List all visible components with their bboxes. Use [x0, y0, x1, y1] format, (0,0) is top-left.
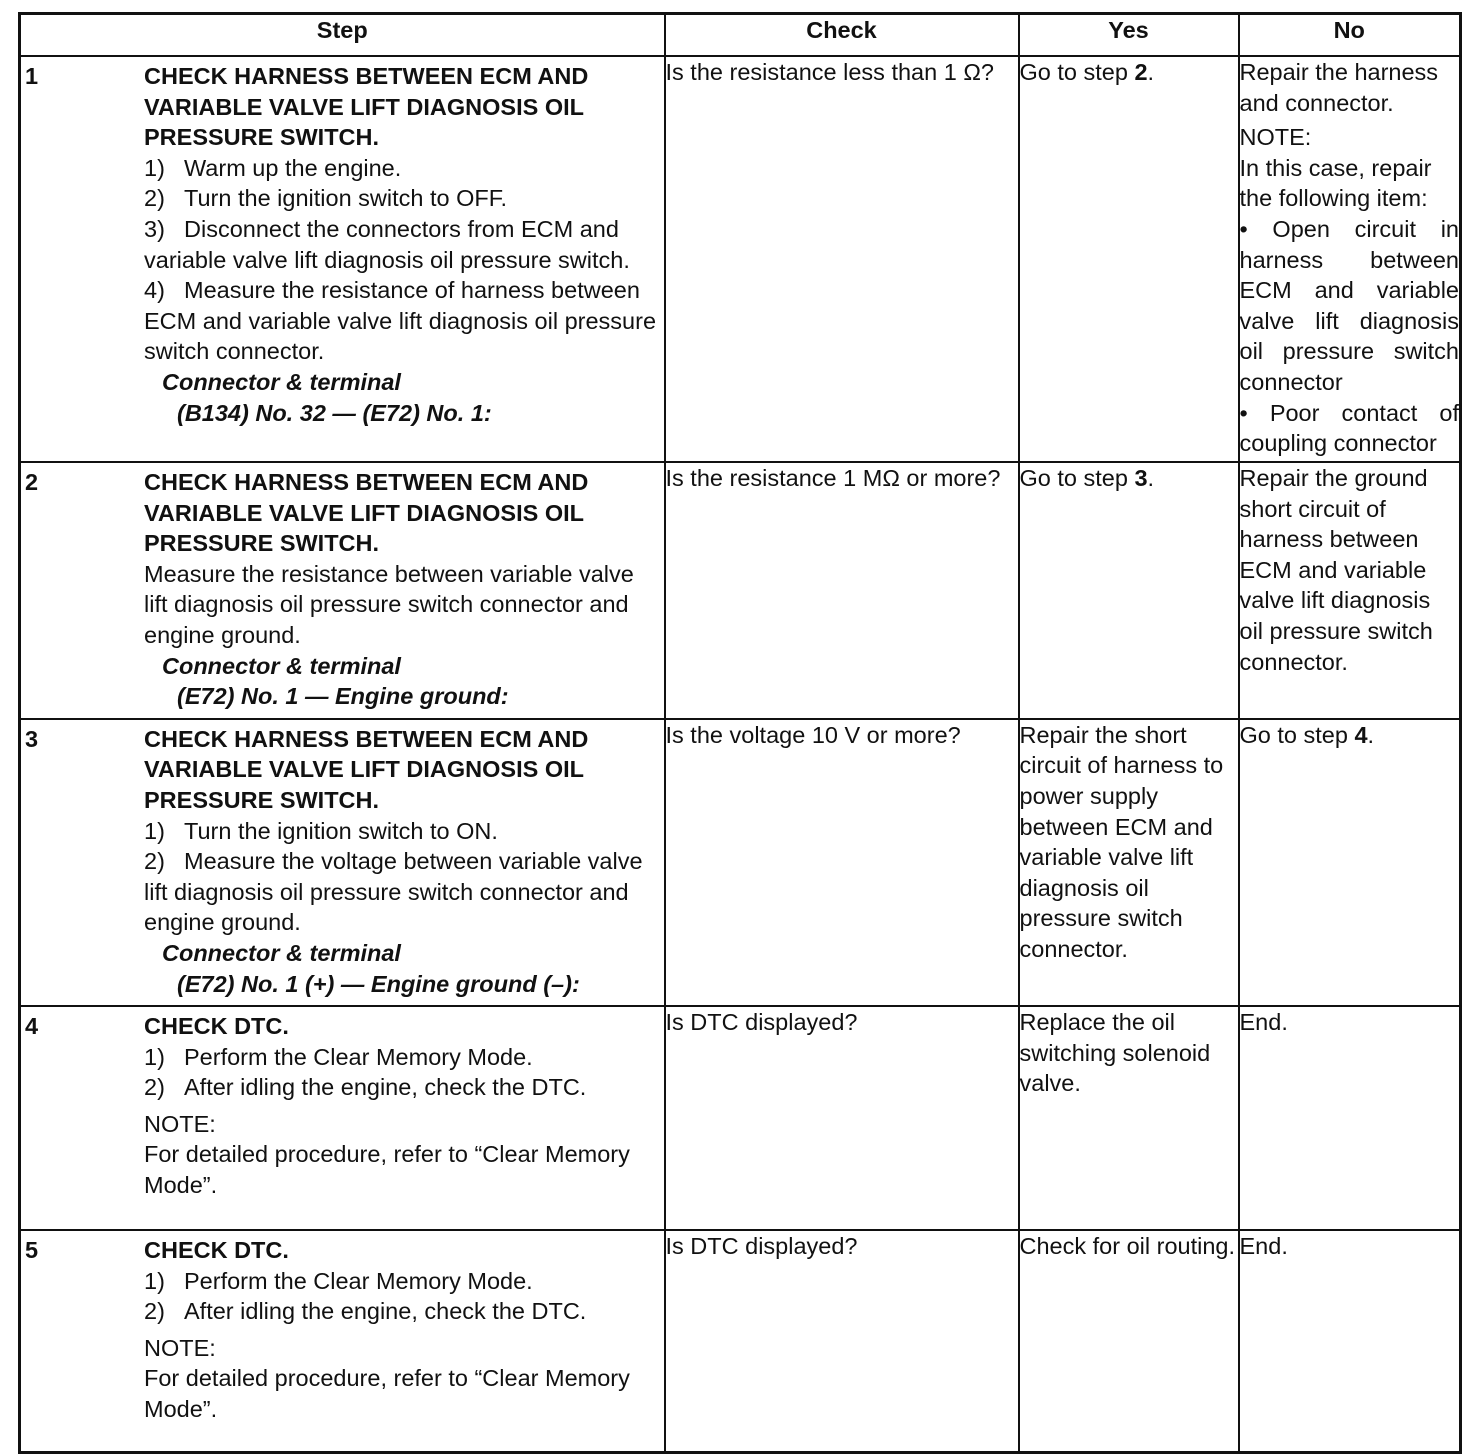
step-item: 2) Turn the ignition switch to OFF. — [144, 185, 508, 212]
step-item: 1) Turn the ignition switch to ON. — [144, 817, 498, 844]
step-item: 1) Perform the Clear Memory Mode. — [144, 1267, 533, 1294]
connector-terminal-value: (E72) No. 1 (+) — Engine ground (–): — [177, 970, 580, 997]
check-cell: Is the resistance 1 MΩ or more? — [665, 462, 1019, 719]
yes-cell: Go to step 3. — [1019, 462, 1239, 719]
step-number: 3 — [25, 725, 39, 752]
yes-cell: Repair the short circuit of harness to power supply between ECM and variable valve lift diagnosis oil pressure switch connector. — [1019, 719, 1239, 1006]
table-row — [20, 719, 1461, 1006]
note-heading: NOTE: — [144, 1110, 216, 1137]
header-yes: Yes — [1019, 14, 1239, 57]
connector-terminal-label: Connector & terminal — [162, 939, 401, 966]
step-body: Measure the resistance between variable valve lift diagnosis oil pressure switch connector and engine ground. — [144, 560, 634, 648]
note-text: For detailed procedure, refer to “Clear Memory Mode”. — [144, 1141, 630, 1199]
step-title: CHECK DTC. — [144, 1013, 289, 1040]
note-heading: NOTE: — [144, 1334, 216, 1361]
no-cell: End. — [1239, 1006, 1461, 1230]
table-row — [20, 1006, 1461, 1230]
no-cell: Repair the harness and connector. NOTE: In this case, repair the following item: • Open circuit in harness between ECM and variable valve lift diagnosis oil pressure switch connector • Poor contact of coupling connector — [1239, 56, 1461, 462]
check-cell: Is DTC displayed? — [665, 1006, 1019, 1230]
step-title: CHECK DTC. — [144, 1237, 289, 1264]
step-item: 1) Perform the Clear Memory Mode. — [144, 1043, 533, 1070]
step-number: 4 — [25, 1013, 39, 1040]
step-item: 1) Warm up the engine. — [144, 154, 402, 181]
step-number: 2 — [25, 469, 39, 495]
check-cell: Is the resistance less than 1 Ω? — [665, 56, 1019, 462]
table-row — [20, 56, 1461, 462]
step-cell — [20, 719, 665, 1006]
header-step: Step — [20, 14, 665, 57]
step-item: 2) After idling the engine, check the DTC. — [144, 1298, 587, 1325]
step-cell — [20, 1230, 665, 1453]
step-item: 2) Measure the voltage between variable valve lift diagnosis oil pressure switch connector and engine ground. — [144, 848, 643, 936]
step-cell — [20, 56, 665, 462]
yes-cell: Go to step 2. — [1019, 56, 1239, 462]
check-cell: Is the voltage 10 V or more? — [665, 719, 1019, 1006]
step-title: CHECK HARNESS BETWEEN ECM AND VARIABLE VALVE LIFT DIAGNOSIS OIL PRESSURE SWITCH. — [144, 469, 589, 557]
connector-terminal-value: (E72) No. 1 — Engine ground: — [177, 683, 509, 710]
header-no: No — [1239, 14, 1461, 57]
table-row — [20, 462, 1461, 719]
step-cell — [20, 1006, 665, 1230]
step-reference: 4 — [1354, 721, 1368, 748]
step-title: CHECK HARNESS BETWEEN ECM AND VARIABLE VALVE LIFT DIAGNOSIS OIL PRESSURE SWITCH. — [144, 63, 589, 151]
step-title: CHECK HARNESS BETWEEN ECM AND VARIABLE VALVE LIFT DIAGNOSIS OIL PRESSURE SWITCH. — [144, 725, 589, 813]
step-item: 3) Disconnect the connectors from ECM and variable valve lift diagnosis oil pressure switch. — [144, 215, 630, 273]
step-number: 5 — [25, 1237, 39, 1264]
header-check: Check — [665, 14, 1019, 57]
step-item: 2) After idling the engine, check the DTC. — [144, 1074, 587, 1101]
note-text: For detailed procedure, refer to “Clear Memory Mode”. — [144, 1365, 630, 1423]
connector-terminal-value: (B134) No. 32 — (E72) No. 1: — [177, 399, 492, 426]
no-cell: End. — [1239, 1230, 1461, 1453]
check-cell: Is DTC displayed? — [665, 1230, 1019, 1453]
header-row — [20, 14, 1461, 57]
yes-cell: Check for oil routing. — [1019, 1230, 1239, 1453]
step-item: 4) Measure the resistance of harness between ECM and variable valve lift diagnosis oil pressure switch connector. — [144, 277, 657, 365]
connector-terminal-label: Connector & terminal — [162, 652, 401, 679]
step-cell — [20, 462, 665, 719]
step-number: 1 — [25, 63, 39, 89]
step-reference: 3 — [1134, 465, 1148, 491]
table-row — [20, 1230, 1461, 1453]
no-cell: Repair the ground short circuit of harness between ECM and variable valve lift diagnosis oil pressure switch connector. — [1239, 462, 1461, 719]
step-reference: 2 — [1134, 59, 1148, 85]
connector-terminal-label: Connector & terminal — [162, 368, 401, 395]
yes-cell: Replace the oil switching solenoid valve. — [1019, 1006, 1239, 1230]
diagnostic-table — [18, 12, 1462, 1454]
no-cell: Go to step 4. — [1239, 719, 1461, 1006]
